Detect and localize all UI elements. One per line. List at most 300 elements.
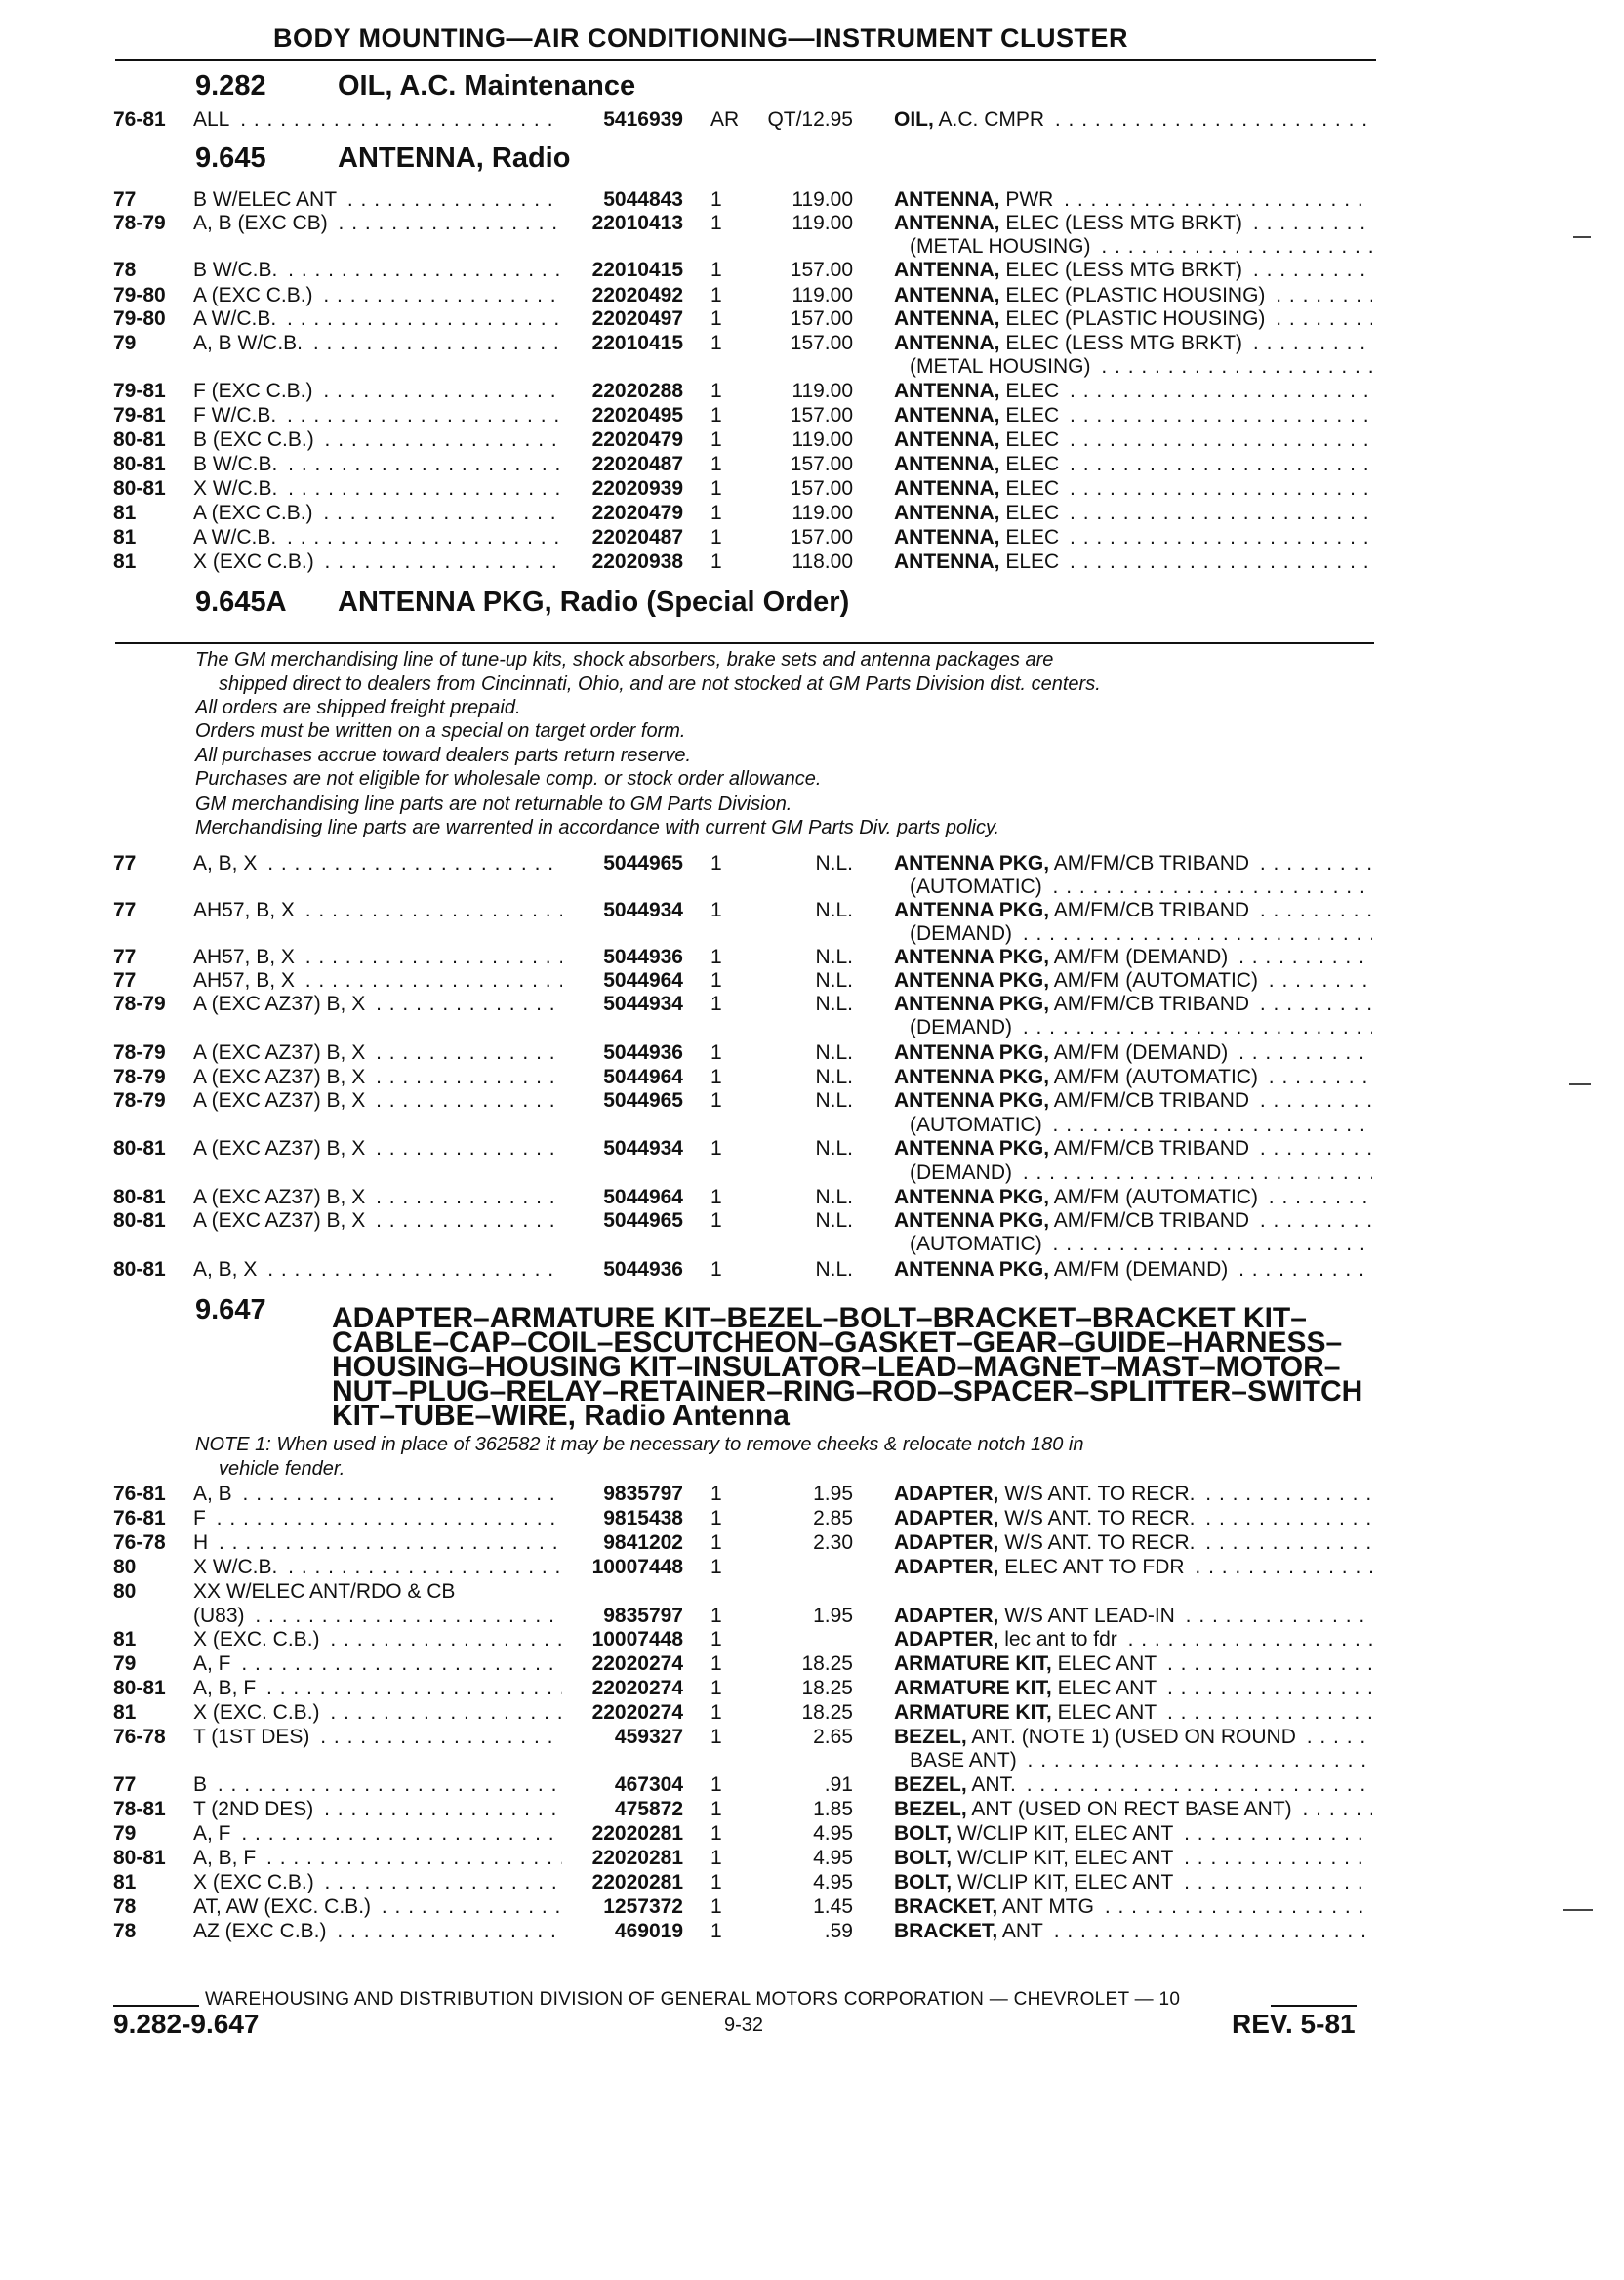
quantity: 1 [710,1822,722,1845]
quantity: 1 [710,307,722,330]
quantity: 1 [710,526,722,549]
quantity: 1 [710,1628,722,1650]
parts-row [113,476,1372,501]
description-continuation: (METAL HOUSING) . . . [910,354,1372,379]
model-application: A, B . . . [193,1482,662,1506]
parts-row [113,1530,1372,1555]
description-continuation: (AUTOMATIC) . . . [910,1232,1372,1256]
part-description: ANTENNA PKG, AM/FM (DEMAND) . . . [894,1040,1372,1065]
model-application: AH57, B, X . . . [193,968,662,993]
quantity: 1 [710,1773,722,1796]
parts-row [113,1627,1372,1651]
quantity: 1 [710,1066,722,1088]
part-description: ADAPTER, W/S ANT. TO RECR. . . . [894,1506,1372,1530]
parts-row [113,1136,1372,1160]
part-description: BEZEL, ANT. . . . [894,1772,1372,1797]
quantity: 1 [710,1186,722,1208]
price: 119.00 [792,188,853,211]
section-rule [115,642,1374,644]
quantity: 1 [710,1726,722,1748]
quantity: 1 [710,1089,722,1112]
part-number: 5044936 [562,1257,683,1282]
quantity: 1 [710,1556,722,1578]
part-description: ANTENNA PKG, AM/FM/CB TRIBAND . . . [894,1208,1372,1233]
model-application: AH57, B, X . . . [193,945,662,969]
part-description: ANTENNA, ELEC (PLASTIC HOUSING) . . . [894,306,1372,331]
part-number: 22020288 [562,379,683,403]
part-description: BEZEL, ANT. (NOTE 1) (USED ON ROUND . . . [894,1725,1372,1749]
price: 1.45 [813,1895,853,1918]
part-description: ANTENNA, ELEC . . . [894,452,1372,476]
footer-division: WAREHOUSING AND DISTRIBUTION DIVISION OF GENERAL MOTORS CORPORATION — CHEVROLET — 10 [205,1989,1181,2010]
parts-row [113,1676,1372,1700]
parts-row [113,501,1372,525]
parts-row [113,1700,1372,1725]
section-9-282 [195,70,635,102]
part-number: 5044965 [562,1208,683,1233]
note-line: vehicle fender. [219,1458,345,1480]
margin-mark [1573,236,1591,238]
year-range: 78 [113,1895,137,1918]
model-application: F (EXC C.B.) . . . [193,379,662,403]
parts-row [113,1894,1372,1919]
model-application: X W/C.B. . . . [193,1555,662,1579]
part-number: 22010415 [562,258,683,282]
year-range: 80-81 [113,477,166,500]
model-application: B . . . [193,1772,662,1797]
part-number: 9835797 [562,1482,683,1506]
price: 119.00 [792,212,853,234]
year-range: 78-79 [113,212,166,234]
model-application: T (2ND DES) . . . [193,1797,662,1821]
parts-row [113,898,1372,922]
part-description: ANTENNA, ELEC (LESS MTG BRKT) . . . [894,258,1372,282]
parts-row [113,1579,1372,1604]
model-application: B W/C.B. . . . [193,258,662,282]
description-continuation: (DEMAND) . . . [910,1015,1372,1039]
description-continuation: (AUTOMATIC) . . . [910,875,1372,899]
footer-page-number: 9-32 [724,2015,764,2036]
year-range: 76-81 [113,1507,166,1529]
year-range: 80-81 [113,1677,166,1699]
quantity: 1 [710,1209,722,1232]
part-number: 22010415 [562,331,683,355]
parts-row [113,851,1372,875]
price: 157.00 [790,332,853,354]
year-range: 78 [113,259,137,281]
part-number: 22020938 [562,550,683,574]
year-range: 80-81 [113,1137,166,1160]
model-application: A (EXC AZ37) B, X . . . [193,1136,662,1160]
year-range: 80-81 [113,428,166,451]
parts-row [113,331,1372,355]
section-number: 9.647 [195,1294,266,1325]
price: .59 [824,1920,853,1942]
parts-row [113,968,1372,993]
notice-line: Purchases are not eligible for wholesale comp. or stock order allowance. [195,768,822,790]
part-description: ANTENNA PKG, AM/FM/CB TRIBAND . . . [894,1136,1372,1160]
part-number: 22020479 [562,501,683,525]
year-range: 80-81 [113,1258,166,1281]
year-range: 81 [113,1628,137,1650]
parts-row [113,1088,1372,1113]
model-application: B (EXC C.B.) . . . [193,428,662,452]
price: N.L. [815,1137,853,1160]
model-application: X (EXC C.B.) . . . [193,1870,662,1894]
part-description: ARMATURE KIT, ELEC ANT . . . [894,1651,1372,1676]
footer-rule-left [113,2005,199,2007]
part-number: 9835797 [562,1604,683,1628]
part-description: BRACKET, ANT . . . [894,1919,1372,1943]
parts-row [113,1555,1372,1579]
year-range: 77 [113,1773,137,1796]
quantity: 1 [710,259,722,281]
part-description: ANTENNA PKG, AM/FM (DEMAND) . . . [894,945,1372,969]
part-description: BRACKET, ANT MTG . . . [894,1894,1372,1919]
parts-row [113,107,1372,132]
model-application: X (EXC C.B.) . . . [193,550,662,574]
year-range: 76-81 [113,108,166,131]
quantity: 1 [710,404,722,427]
parts-row [113,306,1372,331]
price: 4.95 [813,1847,853,1869]
price: 119.00 [792,428,853,451]
section-title: ANTENNA, Radio [338,142,571,174]
model-application: B W/ELEC ANT . . . [193,187,662,212]
part-number: 9815438 [562,1506,683,1530]
model-application: A, B W/C.B. . . . [193,331,662,355]
year-range: 81 [113,1701,137,1724]
quantity: 1 [710,428,722,451]
notice-line: Orders must be written on a special on target order form. [195,720,686,742]
part-description: ANTENNA, ELEC . . . [894,403,1372,428]
quantity: 1 [710,1677,722,1699]
model-application: X W/C.B. . . . [193,476,662,501]
footer-range: 9.282-9.647 [113,2009,260,2039]
part-number: 5044964 [562,1065,683,1089]
quantity: 1 [710,1507,722,1529]
quantity: 1 [710,946,722,968]
part-description: BOLT, W/CLIP KIT, ELEC ANT . . . [894,1846,1372,1870]
part-description: ADAPTER, W/S ANT LEAD-IN . . . [894,1604,1372,1628]
model-application: A, B, F . . . [193,1676,662,1700]
model-application: AZ (EXC C.B.) . . . [193,1919,662,1943]
part-description: ANTENNA, ELEC . . . [894,525,1372,550]
year-range: 78-81 [113,1798,166,1820]
price: 1.85 [813,1798,853,1820]
model-application: A, F . . . [193,1651,662,1676]
part-description: ANTENNA PKG, AM/FM/CB TRIBAND . . . [894,992,1372,1016]
quantity: AR [710,108,740,131]
model-application: A (EXC AZ37) B, X . . . [193,1040,662,1065]
year-range: 78-79 [113,1066,166,1088]
model-application: A W/C.B. . . . [193,306,662,331]
parts-row [113,258,1372,282]
note-line: NOTE 1: When used in place of 362582 it may be necessary to remove cheeks & relocate notch 180 in [195,1434,1084,1455]
price: 119.00 [792,502,853,524]
part-number: 5044934 [562,992,683,1016]
part-number: 22020492 [562,283,683,307]
margin-mark [1563,1909,1593,1911]
part-description: ANTENNA PKG, AM/FM/CB TRIBAND . . . [894,851,1372,875]
year-range: 79 [113,332,137,354]
part-description: OIL, A.C. CMPR . . . [894,107,1372,132]
part-number: 22020487 [562,452,683,476]
price: 1.95 [813,1605,853,1627]
quantity: 1 [710,1652,722,1675]
model-application: B W/C.B. . . . [193,452,662,476]
section-number: 9.645A [195,587,287,618]
part-description: ADAPTER, ELEC ANT TO FDR . . . [894,1555,1372,1579]
part-description: ARMATURE KIT, ELEC ANT . . . [894,1676,1372,1700]
footer-rule-right [1271,2005,1357,2007]
quantity: 1 [710,502,722,524]
quantity: 1 [710,188,722,211]
header-rule [115,59,1376,61]
part-description: ANTENNA, ELEC (PLASTIC HOUSING) . . . [894,283,1372,307]
parts-row [113,283,1372,307]
model-application: A (EXC AZ37) B, X . . . [193,1208,662,1233]
quantity: 1 [710,1605,722,1627]
part-number: 1257372 [562,1894,683,1919]
year-range: 81 [113,526,137,549]
parts-row [113,1065,1372,1089]
price: 18.25 [801,1652,853,1675]
price: N.L. [815,1186,853,1208]
price: N.L. [815,852,853,875]
parts-row [113,1772,1372,1797]
parts-row [113,1651,1372,1676]
part-number: 22020939 [562,476,683,501]
parts-row [113,1482,1372,1506]
quantity: 1 [710,332,722,354]
price: N.L. [815,993,853,1015]
section-9-647-title [332,1302,1363,1432]
part-description: ANTENNA PKG, AM/FM (AUTOMATIC) . . . [894,968,1372,993]
year-range: 80-81 [113,1847,166,1869]
parts-row [113,1506,1372,1530]
quantity: 1 [710,453,722,475]
model-application: X (EXC. C.B.) . . . [193,1627,662,1651]
section-9-645a [195,587,849,619]
model-application: T (1ST DES) . . . [193,1725,662,1749]
notice-line: All orders are shipped freight prepaid. [195,697,521,718]
part-number: 5416939 [562,107,683,132]
year-range: 76-78 [113,1531,166,1554]
price: 119.00 [792,284,853,306]
parts-row [113,525,1372,550]
quantity: 1 [710,550,722,573]
section-9-647-number [195,1294,266,1326]
part-description: ANTENNA, ELEC (LESS MTG BRKT) . . . [894,211,1372,235]
year-range: 78 [113,1920,137,1942]
part-number: 22020487 [562,525,683,550]
quantity: 1 [710,1871,722,1893]
part-number: 22020281 [562,1870,683,1894]
section-number: 9.645 [195,142,266,174]
year-range: 79-80 [113,307,166,330]
parts-row [113,1604,1372,1628]
model-application: A, B, F . . . [193,1846,662,1870]
section-title-line: ADAPTER–ARMATURE KIT–BEZEL–BOLT–BRACKET–BRACKET KIT– [332,1302,1307,1334]
model-application: A (EXC AZ37) B, X . . . [193,1065,662,1089]
model-application: A, B (EXC CB) . . . [193,211,662,235]
quantity: 1 [710,1895,722,1918]
quantity: 1 [710,1531,722,1554]
notice-line: GM merchandising line parts are not returnable to GM Parts Division. [195,794,792,815]
section-title: ANTENNA PKG, Radio (Special Order) [338,587,850,618]
part-description: ANTENNA PKG, AM/FM (AUTOMATIC) . . . [894,1185,1372,1209]
year-range: 77 [113,899,137,921]
parts-row [113,550,1372,574]
price: 157.00 [790,526,853,549]
quantity: 1 [710,380,722,402]
model-application: A W/C.B. . . . [193,525,662,550]
model-application: A (EXC C.B.) . . . [193,501,662,525]
part-description: ANTENNA, ELEC . . . [894,379,1372,403]
section-title-line: CABLE–CAP–COIL–ESCUTCHEON–GASKET–GEAR–GUIDE–HARNESS– [332,1326,1343,1359]
quantity: 1 [710,1701,722,1724]
model-application: A, B, X . . . [193,851,662,875]
price: N.L. [815,899,853,921]
year-range: 76-78 [113,1726,166,1748]
part-description: ANTENNA, ELEC . . . [894,476,1372,501]
quantity: 1 [710,993,722,1015]
part-description: BEZEL, ANT (USED ON RECT BASE ANT) . . . [894,1797,1372,1821]
price: 157.00 [790,453,853,475]
part-number: 5044964 [562,968,683,993]
quantity: 1 [710,1798,722,1820]
model-application: AT, AW (EXC. C.B.) . . . [193,1894,662,1919]
part-number: 9841202 [562,1530,683,1555]
part-description: BOLT, W/CLIP KIT, ELEC ANT . . . [894,1821,1372,1846]
price: 18.25 [801,1677,853,1699]
price: 157.00 [790,477,853,500]
parts-row [113,1821,1372,1846]
year-range: 80 [113,1556,137,1578]
part-description: ANTENNA, ELEC (LESS MTG BRKT) . . . [894,331,1372,355]
price: 2.65 [813,1726,853,1748]
quantity: 1 [710,212,722,234]
year-range: 77 [113,852,137,875]
price: 18.25 [801,1701,853,1724]
description-continuation: (DEMAND) . . . [910,921,1372,946]
price: 118.00 [792,550,853,573]
section-title-line: HOUSING–HOUSING KIT–INSULATOR–LEAD–MAGNET–MAST–MOTOR– [332,1351,1341,1383]
year-range: 78-79 [113,1041,166,1064]
price: 4.95 [813,1822,853,1845]
parts-row [113,1257,1372,1282]
description-continuation: (METAL HOUSING) . . . [910,234,1372,259]
model-application: A (EXC AZ37) B, X . . . [193,1185,662,1209]
part-description: BOLT, W/CLIP KIT, ELEC ANT . . . [894,1870,1372,1894]
year-range: 76-81 [113,1483,166,1505]
section-title-line: KIT–TUBE–WIRE, Radio Antenna [332,1400,790,1432]
part-description: ANTENNA, ELEC . . . [894,501,1372,525]
price: N.L. [815,969,853,992]
parts-row [113,1185,1372,1209]
parts-row [113,1870,1372,1894]
part-number: 22020479 [562,428,683,452]
quantity: 1 [710,852,722,875]
year-range: 81 [113,1871,137,1893]
quantity: 1 [710,477,722,500]
price: 157.00 [790,307,853,330]
year-range: 81 [113,550,137,573]
part-number: 469019 [562,1919,683,1943]
model-application: A, B, X . . . [193,1257,662,1282]
quantity: 1 [710,969,722,992]
year-range: 79 [113,1652,137,1675]
parts-row [113,945,1372,969]
quantity: 1 [710,1041,722,1064]
part-description: ARMATURE KIT, ELEC ANT . . . [894,1700,1372,1725]
part-number: 5044965 [562,851,683,875]
quantity: 1 [710,1483,722,1505]
year-range: 80-81 [113,1209,166,1232]
parts-row [113,1040,1372,1065]
part-number: 5044934 [562,1136,683,1160]
year-range: 81 [113,502,137,524]
description-continuation: (DEMAND) . . . [910,1160,1372,1185]
part-description: ANTENNA, PWR . . . [894,187,1372,212]
parts-row [113,211,1372,235]
part-number: 22020497 [562,306,683,331]
part-description: ADAPTER, lec ant to fdr . . . [894,1627,1372,1651]
quantity: 1 [710,1847,722,1869]
part-description: ANTENNA PKG, AM/FM/CB TRIBAND . . . [894,898,1372,922]
notice-line: The GM merchandising line of tune-up kits, shock absorbers, brake sets and antenna packages are [195,649,1054,671]
notice-line: shipped direct to dealers from Cincinnati, Ohio, and are not stocked at GM Parts Division dist. centers. [219,673,1101,695]
part-number: 22020281 [562,1846,683,1870]
quantity: 1 [710,1137,722,1160]
part-number: 22020495 [562,403,683,428]
year-range: 79-81 [113,404,166,427]
year-range: 79 [113,1822,137,1845]
part-description: ADAPTER, W/S ANT. TO RECR. . . . [894,1482,1372,1506]
part-number: 22020274 [562,1676,683,1700]
parts-row [113,1725,1372,1749]
model-application: A (EXC C.B.) . . . [193,283,662,307]
model-application: X (EXC. C.B.) . . . [193,1700,662,1725]
year-range: 77 [113,946,137,968]
price: N.L. [815,1209,853,1232]
description-continuation: BASE ANT) . . . [910,1748,1372,1772]
part-description: ANTENNA, ELEC . . . [894,550,1372,574]
price: QT/12.95 [767,108,853,131]
model-application: ALL . . . [193,107,662,132]
quantity: 1 [710,284,722,306]
year-range: 78-79 [113,993,166,1015]
description-continuation: (AUTOMATIC) . . . [910,1113,1372,1137]
part-number: 459327 [562,1725,683,1749]
margin-mark [1569,1083,1591,1085]
model-application: AH57, B, X . . . [193,898,662,922]
model-application: A, F . . . [193,1821,662,1846]
notice-line: Merchandising line parts are warrented in accordance with current GM Parts Div. parts policy. [195,817,1000,838]
price: 2.30 [813,1531,853,1554]
section-title: OIL, A.C. Maintenance [338,70,636,102]
price: N.L. [815,1258,853,1281]
price: N.L. [815,946,853,968]
parts-row [113,379,1372,403]
year-range: 80 [113,1580,137,1603]
part-description: ADAPTER, W/S ANT. TO RECR. . . . [894,1530,1372,1555]
part-description: ANTENNA PKG, AM/FM (AUTOMATIC) . . . [894,1065,1372,1089]
price: N.L. [815,1066,853,1088]
model-application: F . . . [193,1506,662,1530]
part-description: ANTENNA, ELEC . . . [894,428,1372,452]
